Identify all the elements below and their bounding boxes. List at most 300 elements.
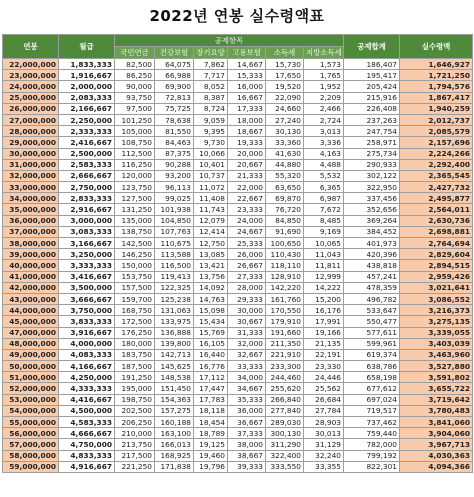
table-row	[3, 238, 473, 249]
cell-health: 84,463	[155, 137, 194, 148]
cell-salary: 22,000,000	[3, 59, 59, 70]
cell-employment: 22,000	[228, 182, 266, 193]
cell-employment: 24,667	[228, 226, 266, 237]
cell-employment: 38,000	[228, 439, 266, 450]
cell-net: 2,365,545	[400, 170, 473, 181]
cell-health: 107,763	[155, 226, 194, 237]
cell-health: 133,975	[155, 316, 194, 327]
cell-net: 3,403,039	[400, 338, 473, 349]
table-row	[3, 349, 473, 360]
cell-longterm: 10,737	[194, 170, 228, 181]
cell-longterm: 19,796	[194, 461, 228, 472]
cell-longterm: 11,072	[194, 182, 228, 193]
cell-net: 2,564,011	[400, 204, 473, 215]
cell-pension: 150,000	[115, 260, 155, 271]
cell-income-tax: 118,110	[266, 260, 304, 271]
cell-local-tax: 2,724	[304, 114, 344, 125]
cell-income-tax: 266,840	[266, 394, 304, 405]
cell-total: 205,424	[344, 81, 400, 92]
cell-employment: 17,333	[228, 103, 266, 114]
cell-employment: 26,000	[228, 249, 266, 260]
cell-health: 131,063	[155, 305, 194, 316]
table-row	[3, 159, 473, 170]
cell-income-tax: 179,910	[266, 316, 304, 327]
table-row	[3, 126, 473, 137]
table-row	[3, 372, 473, 383]
table-row	[3, 282, 473, 293]
cell-pension: 217,500	[115, 450, 155, 461]
table-row	[3, 461, 473, 472]
cell-salary: 52,000,000	[3, 383, 59, 394]
cell-monthly: 4,333,333	[59, 383, 115, 394]
cell-employment: 32,000	[228, 338, 266, 349]
cell-employment: 18,000	[228, 114, 266, 125]
cell-pension: 159,700	[115, 293, 155, 304]
cell-longterm: 13,756	[194, 271, 228, 282]
cell-monthly: 2,000,000	[59, 81, 115, 92]
cell-income-tax: 322,400	[266, 450, 304, 461]
cell-salary: 48,000,000	[3, 338, 59, 349]
cell-income-tax: 76,720	[266, 204, 304, 215]
cell-pension: 138,750	[115, 226, 155, 237]
cell-health: 154,363	[155, 394, 194, 405]
cell-total: 186,407	[344, 59, 400, 70]
cell-longterm: 18,454	[194, 417, 228, 428]
table-row	[3, 182, 473, 193]
cell-income-tax: 211,350	[266, 338, 304, 349]
cell-pension: 93,750	[115, 92, 155, 103]
cell-pension: 127,500	[115, 193, 155, 204]
cell-health: 168,925	[155, 450, 194, 461]
header-pension: 국민연금	[115, 47, 155, 59]
cell-longterm: 7,862	[194, 59, 228, 70]
cell-longterm: 16,440	[194, 349, 228, 360]
cell-salary: 51,000,000	[3, 372, 59, 383]
cell-monthly: 1,916,667	[59, 70, 115, 81]
cell-longterm: 12,750	[194, 238, 228, 249]
cell-monthly: 4,666,667	[59, 428, 115, 439]
cell-longterm: 16,776	[194, 361, 228, 372]
table-row	[3, 260, 473, 271]
cell-total: 302,122	[344, 170, 400, 181]
table-row	[3, 338, 473, 349]
cell-employment: 24,000	[228, 215, 266, 226]
cell-employment: 34,000	[228, 372, 266, 383]
cell-health: 145,625	[155, 361, 194, 372]
cell-health: 151,450	[155, 383, 194, 394]
cell-health: 69,900	[155, 81, 194, 92]
table-row	[3, 428, 473, 439]
cell-income-tax: 15,730	[266, 59, 304, 70]
cell-salary: 56,000,000	[3, 428, 59, 439]
cell-net: 4,030,363	[400, 450, 473, 461]
cell-employment: 19,333	[228, 137, 266, 148]
cell-employment: 32,667	[228, 349, 266, 360]
cell-monthly: 2,416,667	[59, 137, 115, 148]
cell-pension: 142,500	[115, 238, 155, 249]
cell-monthly: 3,000,000	[59, 215, 115, 226]
cell-local-tax: 33,355	[304, 461, 344, 472]
cell-pension: 202,500	[115, 405, 155, 416]
cell-total: 550,477	[344, 316, 400, 327]
cell-health: 122,325	[155, 282, 194, 293]
cell-employment: 38,667	[228, 450, 266, 461]
cell-employment: 36,000	[228, 405, 266, 416]
cell-total: 478,359	[344, 282, 400, 293]
cell-income-tax: 91,690	[266, 226, 304, 237]
cell-net: 1,794,576	[400, 81, 473, 92]
cell-monthly: 3,166,667	[59, 238, 115, 249]
cell-net: 2,829,604	[400, 249, 473, 260]
cell-salary: 39,000,000	[3, 249, 59, 260]
header-monthly: 월급	[59, 35, 115, 59]
cell-health: 78,638	[155, 114, 194, 125]
table-row	[3, 383, 473, 394]
cell-health: 99,025	[155, 193, 194, 204]
cell-employment: 27,333	[228, 271, 266, 282]
cell-salary: 25,000,000	[3, 92, 59, 103]
cell-total: 337,456	[344, 193, 400, 204]
cell-net: 3,904,060	[400, 428, 473, 439]
cell-longterm: 13,421	[194, 260, 228, 271]
cell-employment: 37,333	[228, 428, 266, 439]
cell-health: 142,713	[155, 349, 194, 360]
header-local-tax: 지방소득세	[304, 47, 344, 59]
cell-health: 116,500	[155, 260, 194, 271]
cell-income-tax: 22,090	[266, 92, 304, 103]
cell-longterm: 7,717	[194, 70, 228, 81]
cell-salary: 43,000,000	[3, 293, 59, 304]
cell-longterm: 8,387	[194, 92, 228, 103]
cell-monthly: 4,250,000	[59, 372, 115, 383]
cell-local-tax: 3,013	[304, 126, 344, 137]
header-health: 건강보험	[155, 47, 194, 59]
cell-health: 64,075	[155, 59, 194, 70]
cell-local-tax: 1,573	[304, 59, 344, 70]
cell-employment: 23,333	[228, 204, 266, 215]
cell-income-tax: 69,870	[266, 193, 304, 204]
cell-local-tax: 31,129	[304, 439, 344, 450]
cell-income-tax: 33,360	[266, 137, 304, 148]
cell-health: 87,375	[155, 148, 194, 159]
cell-pension: 221,250	[115, 461, 155, 472]
cell-monthly: 4,166,667	[59, 361, 115, 372]
cell-income-tax: 161,760	[266, 293, 304, 304]
table-row	[3, 439, 473, 450]
cell-monthly: 3,833,333	[59, 316, 115, 327]
cell-net: 2,959,426	[400, 271, 473, 282]
cell-total: 719,517	[344, 405, 400, 416]
cell-monthly: 4,000,000	[59, 338, 115, 349]
cell-local-tax: 9,169	[304, 226, 344, 237]
cell-salary: 26,000,000	[3, 103, 59, 114]
cell-salary: 32,000,000	[3, 170, 59, 181]
cell-pension: 198,750	[115, 394, 155, 405]
cell-local-tax: 24,446	[304, 372, 344, 383]
cell-monthly: 3,666,667	[59, 293, 115, 304]
cell-net: 3,086,552	[400, 293, 473, 304]
cell-local-tax: 21,135	[304, 338, 344, 349]
cell-net: 3,339,055	[400, 327, 473, 338]
cell-health: 136,888	[155, 327, 194, 338]
cell-income-tax: 255,620	[266, 383, 304, 394]
cell-net: 4,094,366	[400, 461, 473, 472]
header-income-tax: 소득세	[266, 47, 304, 59]
cell-income-tax: 221,910	[266, 349, 304, 360]
cell-monthly: 4,833,333	[59, 450, 115, 461]
cell-longterm: 11,408	[194, 193, 228, 204]
cell-income-tax: 191,660	[266, 327, 304, 338]
cell-net: 3,216,373	[400, 305, 473, 316]
cell-net: 1,646,927	[400, 59, 473, 70]
cell-local-tax: 32,240	[304, 450, 344, 461]
cell-employment: 16,667	[228, 92, 266, 103]
cell-net: 3,275,135	[400, 316, 473, 327]
cell-local-tax: 14,222	[304, 282, 344, 293]
cell-total: 799,192	[344, 450, 400, 461]
cell-local-tax: 22,191	[304, 349, 344, 360]
cell-employment: 26,667	[228, 260, 266, 271]
cell-pension: 176,250	[115, 327, 155, 338]
cell-monthly: 3,916,667	[59, 327, 115, 338]
cell-employment: 30,000	[228, 305, 266, 316]
cell-net: 1,867,417	[400, 92, 473, 103]
cell-local-tax: 11,811	[304, 260, 344, 271]
cell-total: 496,782	[344, 293, 400, 304]
cell-monthly: 2,750,000	[59, 182, 115, 193]
cell-pension: 146,250	[115, 249, 155, 260]
cell-longterm: 19,125	[194, 439, 228, 450]
cell-health: 119,413	[155, 271, 194, 282]
cell-employment: 18,667	[228, 126, 266, 137]
cell-pension: 206,250	[115, 417, 155, 428]
table-row	[3, 170, 473, 181]
header-total: 공제합계	[344, 35, 400, 59]
cell-total: 822,301	[344, 461, 400, 472]
cell-employment: 22,667	[228, 193, 266, 204]
cell-salary: 27,000,000	[3, 114, 59, 125]
cell-pension: 123,750	[115, 182, 155, 193]
cell-health: 139,800	[155, 338, 194, 349]
cell-salary: 23,000,000	[3, 70, 59, 81]
cell-local-tax: 17,991	[304, 316, 344, 327]
cell-health: 66,988	[155, 70, 194, 81]
cell-income-tax: 142,220	[266, 282, 304, 293]
cell-net: 3,719,642	[400, 394, 473, 405]
cell-local-tax: 3,336	[304, 137, 344, 148]
cell-total: 457,241	[344, 271, 400, 282]
cell-pension: 112,500	[115, 148, 155, 159]
cell-health: 81,550	[155, 126, 194, 137]
cell-health: 96,113	[155, 182, 194, 193]
cell-employment: 16,000	[228, 81, 266, 92]
cell-employment: 39,333	[228, 461, 266, 472]
cell-salary: 47,000,000	[3, 327, 59, 338]
cell-salary: 38,000,000	[3, 238, 59, 249]
cell-longterm: 10,401	[194, 159, 228, 170]
cell-longterm: 12,079	[194, 215, 228, 226]
cell-health: 148,538	[155, 372, 194, 383]
table-row	[3, 70, 473, 81]
cell-net: 1,940,259	[400, 103, 473, 114]
table-row	[3, 92, 473, 103]
header-deduction-group: 공제항목	[115, 35, 344, 47]
cell-total: 290,933	[344, 159, 400, 170]
cell-longterm: 17,447	[194, 383, 228, 394]
cell-total: 638,786	[344, 361, 400, 372]
cell-health: 104,850	[155, 215, 194, 226]
cell-monthly: 4,500,000	[59, 405, 115, 416]
cell-local-tax: 12,999	[304, 271, 344, 282]
cell-salary: 45,000,000	[3, 316, 59, 327]
cell-monthly: 2,583,333	[59, 159, 115, 170]
cell-pension: 172,500	[115, 316, 155, 327]
cell-local-tax: 4,488	[304, 159, 344, 170]
cell-monthly: 4,416,667	[59, 394, 115, 405]
cell-income-tax: 128,910	[266, 271, 304, 282]
cell-longterm: 17,112	[194, 372, 228, 383]
cell-income-tax: 63,650	[266, 182, 304, 193]
cell-income-tax: 277,840	[266, 405, 304, 416]
cell-local-tax: 4,163	[304, 148, 344, 159]
cell-total: 258,971	[344, 137, 400, 148]
cell-longterm: 18,789	[194, 428, 228, 439]
cell-local-tax: 15,200	[304, 293, 344, 304]
cell-longterm: 11,743	[194, 204, 228, 215]
header-salary: 연봉	[3, 35, 59, 59]
cell-net: 2,157,696	[400, 137, 473, 148]
cell-employment: 33,333	[228, 361, 266, 372]
table-row	[3, 114, 473, 125]
cell-income-tax: 244,460	[266, 372, 304, 383]
cell-total: 195,417	[344, 70, 400, 81]
cell-total: 697,024	[344, 394, 400, 405]
cell-total: 352,656	[344, 204, 400, 215]
cell-income-tax: 55,320	[266, 170, 304, 181]
cell-total: 438,818	[344, 260, 400, 271]
cell-employment: 20,000	[228, 148, 266, 159]
cell-health: 72,813	[155, 92, 194, 103]
cell-longterm: 14,092	[194, 282, 228, 293]
cell-employment: 14,667	[228, 59, 266, 70]
cell-monthly: 4,916,667	[59, 461, 115, 472]
cell-employment: 20,667	[228, 159, 266, 170]
cell-salary: 53,000,000	[3, 394, 59, 405]
table-row	[3, 249, 473, 260]
table-row	[3, 204, 473, 215]
table-row	[3, 405, 473, 416]
cell-pension: 157,500	[115, 282, 155, 293]
cell-pension: 210,000	[115, 428, 155, 439]
cell-net: 2,495,877	[400, 193, 473, 204]
cell-total: 577,611	[344, 327, 400, 338]
cell-pension: 213,750	[115, 439, 155, 450]
cell-salary: 57,000,000	[3, 439, 59, 450]
cell-employment: 34,667	[228, 383, 266, 394]
header-employment: 고용보험	[228, 47, 266, 59]
cell-pension: 195,000	[115, 383, 155, 394]
cell-local-tax: 6,987	[304, 193, 344, 204]
cell-monthly: 2,833,333	[59, 193, 115, 204]
cell-total: 322,950	[344, 182, 400, 193]
cell-local-tax: 26,684	[304, 394, 344, 405]
cell-income-tax: 170,550	[266, 305, 304, 316]
cell-pension: 108,750	[115, 137, 155, 148]
cell-employment: 28,000	[228, 282, 266, 293]
cell-pension: 191,250	[115, 372, 155, 383]
cell-local-tax: 1,952	[304, 81, 344, 92]
table-row	[3, 137, 473, 148]
cell-health: 125,238	[155, 293, 194, 304]
cell-income-tax: 27,240	[266, 114, 304, 125]
cell-net: 2,427,732	[400, 182, 473, 193]
cell-salary: 44,000,000	[3, 305, 59, 316]
cell-monthly: 2,333,333	[59, 126, 115, 137]
cell-total: 215,916	[344, 92, 400, 103]
cell-health: 171,838	[155, 461, 194, 472]
cell-total: 401,973	[344, 238, 400, 249]
cell-longterm: 15,434	[194, 316, 228, 327]
cell-pension: 120,000	[115, 170, 155, 181]
cell-net: 3,463,960	[400, 349, 473, 360]
table-row	[3, 394, 473, 405]
cell-total: 599,961	[344, 338, 400, 349]
cell-monthly: 4,583,333	[59, 417, 115, 428]
cell-pension: 86,250	[115, 70, 155, 81]
cell-monthly: 2,500,000	[59, 148, 115, 159]
cell-monthly: 3,333,333	[59, 260, 115, 271]
cell-net: 2,698,881	[400, 226, 473, 237]
cell-health: 157,275	[155, 405, 194, 416]
cell-monthly: 3,750,000	[59, 305, 115, 316]
cell-total: 226,408	[344, 103, 400, 114]
cell-local-tax: 8,485	[304, 215, 344, 226]
cell-income-tax: 100,650	[266, 238, 304, 249]
cell-health: 75,725	[155, 103, 194, 114]
cell-employment: 30,667	[228, 316, 266, 327]
cell-total: 619,374	[344, 349, 400, 360]
table-row	[3, 316, 473, 327]
cell-total: 737,462	[344, 417, 400, 428]
cell-salary: 50,000,000	[3, 361, 59, 372]
header-net: 실수령액	[400, 35, 473, 59]
cell-local-tax: 10,065	[304, 238, 344, 249]
cell-net: 3,655,722	[400, 383, 473, 394]
cell-salary: 33,000,000	[3, 182, 59, 193]
cell-monthly: 2,666,667	[59, 170, 115, 181]
page-title: 2022년 연봉 실수령액표	[149, 7, 325, 25]
cell-salary: 36,000,000	[3, 215, 59, 226]
cell-total: 237,263	[344, 114, 400, 125]
table-row	[3, 59, 473, 70]
cell-local-tax: 16,176	[304, 305, 344, 316]
cell-salary: 58,000,000	[3, 450, 59, 461]
cell-net: 2,894,515	[400, 260, 473, 271]
cell-pension: 135,000	[115, 215, 155, 226]
cell-health: 113,588	[155, 249, 194, 260]
cell-pension: 116,250	[115, 159, 155, 170]
cell-net: 3,780,483	[400, 405, 473, 416]
cell-employment: 31,333	[228, 327, 266, 338]
cell-longterm: 8,724	[194, 103, 228, 114]
table-row	[3, 226, 473, 237]
cell-employment: 35,333	[228, 394, 266, 405]
table-row	[3, 148, 473, 159]
cell-net: 2,224,266	[400, 148, 473, 159]
salary-net-pay-table	[2, 34, 473, 473]
cell-salary: 30,000,000	[3, 148, 59, 159]
cell-health: 160,188	[155, 417, 194, 428]
